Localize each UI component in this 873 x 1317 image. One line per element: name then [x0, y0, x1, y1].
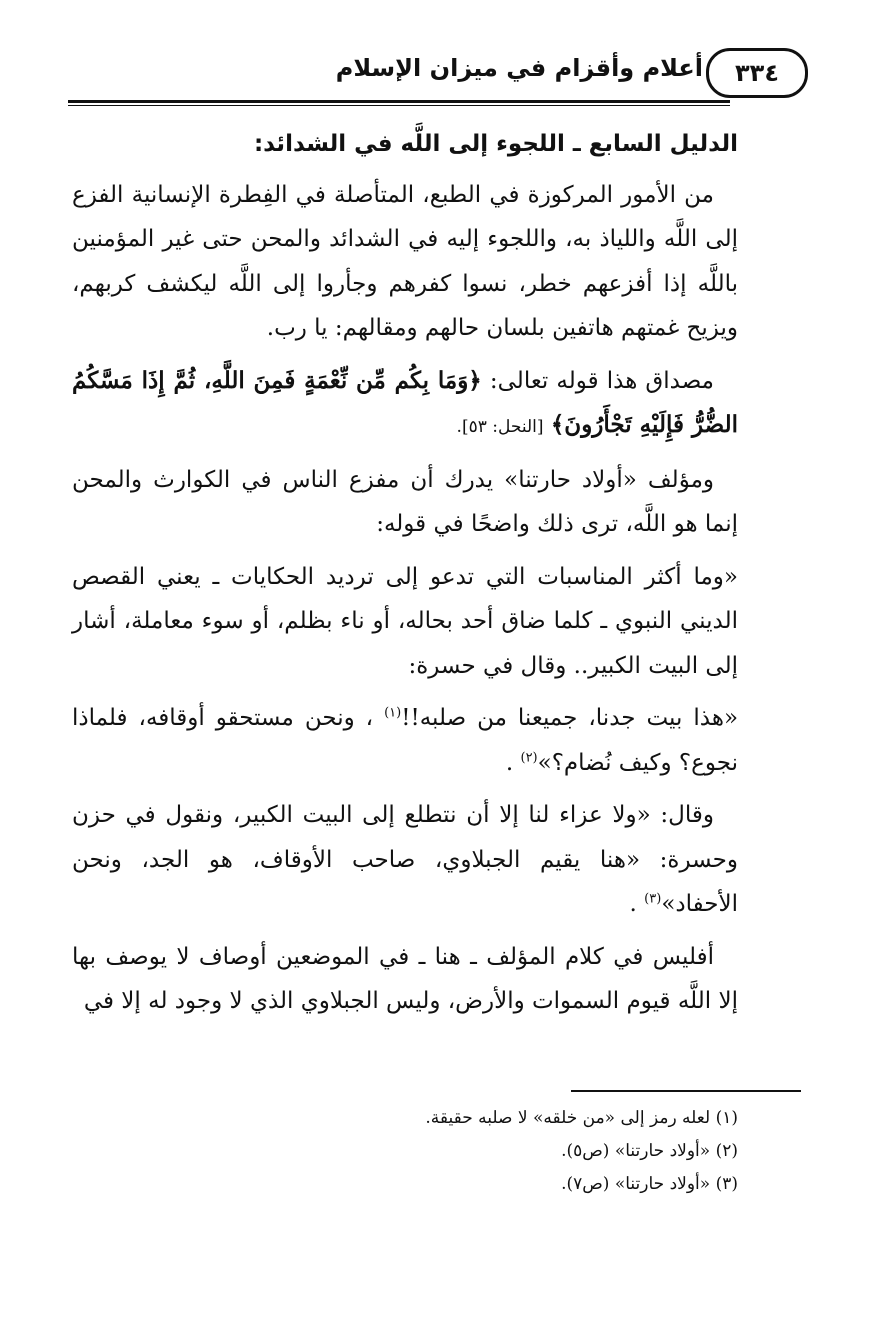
- paragraph-5: [72, 696, 738, 785]
- quote-end: .: [505, 749, 514, 776]
- footnote-separator: [571, 1090, 801, 1092]
- quote-end-2: .: [629, 891, 637, 917]
- paragraph-7: أفليس في كلام المؤلف ـ هنا ـ في الموضعين أوصاف لا يوصف بها إلا اللَّه قيوم السموات والأرض، وليس الجبلاوي الذي لا وجود له إلا في: [72, 943, 738, 1014]
- paragraph-2: [72, 359, 738, 450]
- verse-lead: مصداق هذا قوله تعالى:: [489, 367, 714, 394]
- header-rule: [68, 100, 730, 103]
- quote-part-1: «هذا بيت جدنا، جميعنا من صلبه!!: [401, 705, 739, 731]
- footnote-marker-1: (١): [384, 705, 402, 721]
- paragraph-1: من الأمور المركوزة في الطبع، المتأصلة في الفِطرة الإنسانية الفزع إلى اللَّه واللياذ به، واللجوء إليه في الشدائد والمحن حتى غير المؤمنين باللَّه إذا أفزعهم خطر، نسوا كفرهم وجأروا إلى اللَّه ليكشف كربهم، ويزيح غمتهم هاتفين بلسان حالهم ومقالهم: يا رب.: [72, 181, 738, 341]
- quote-part-3: وقال: «ولا عزاء لنا إلا أن نتطلع إلى البيت الكبير، ونقول في حزن وحسرة: «هنا يقيم الجبلاوي، صاحب الأوقاف، هو الجد، ونحن الأحفاد»: [72, 802, 738, 917]
- paragraph-3: ومؤلف «أولاد حارتنا» يدرك أن مفزع الناس في الكوارث والمحن إنما هو اللَّه، ترى ذلك واضحًا في قوله:: [72, 466, 738, 537]
- footnote-3: (٣) «أولاد حارتنا» (ص٧).: [561, 1174, 738, 1194]
- verse-reference: [النحل: ٥٣].: [456, 417, 544, 437]
- header-rule-thin: [68, 105, 730, 106]
- page-number: ٣٣٤: [735, 59, 779, 87]
- footnote-2: (٢) «أولاد حارتنا» (ص٥).: [561, 1141, 738, 1161]
- running-title: أعلام وأقزام في ميزان الإسلام: [335, 54, 703, 82]
- quote-part-2: ، ونحن مستحقو أوقافه، فلماذا نجوع؟ وكيف نُضام؟»: [72, 705, 738, 776]
- footnotes: [72, 1102, 738, 1201]
- page-header: [68, 48, 808, 110]
- main-text: [72, 122, 738, 1032]
- footnote-marker-3: (٣): [644, 891, 662, 907]
- section-heading: الدليل السابع ـ اللجوء إلى اللَّه في الشدائد:: [253, 131, 738, 157]
- quran-verse: ﴿وَمَا بِكُم مِّن نِّعْمَةٍ فَمِنَ اللَّهِ، ثُمَّ إِذَا مَسَّكُمُ الضُّرُّ فَإِلَيْهِ تَجْأَرُونَ﴾: [72, 366, 738, 438]
- footnote-1: (١) لعله رمز إلى «من خلقه» لا صلبه حقيقة.: [425, 1108, 738, 1128]
- paragraph-6: [72, 793, 738, 927]
- page-number-frame: [706, 48, 808, 98]
- footnote-marker-2: (٢): [520, 749, 538, 765]
- paragraph-4: «وما أكثر المناسبات التي تدعو إلى ترديد الحكايات ـ يعني القصص الديني النبوي ـ كلما ضاق أحد بحاله، أو ناء بظلم، أو سوء معاملة، أشار إلى البيت الكبير.. وقال في حسرة:: [72, 563, 738, 679]
